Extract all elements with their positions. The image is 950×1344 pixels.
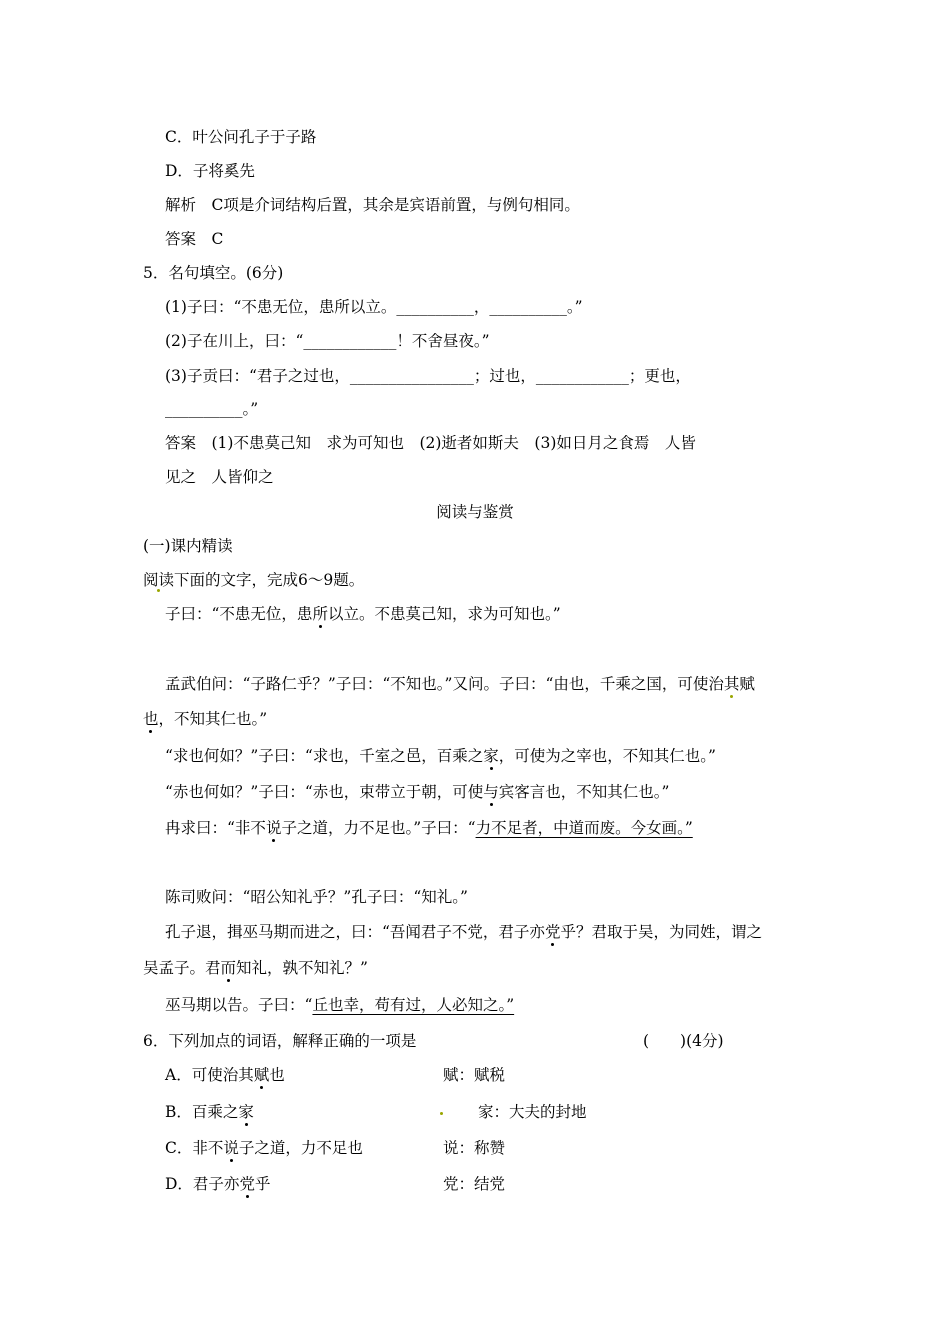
q4-option-c: C．叶公问孔子于子路 xyxy=(165,128,317,146)
q6-option-c-gloss: 说：称赞 xyxy=(443,1139,506,1157)
passage-para-2: 孟武伯问：“子路仁乎？”子曰：“不知也。”又问。子曰：“由也，千乘之国，可使治其赋 xyxy=(165,675,755,693)
passage-para-3: “求也何如？”子曰：“求也，千室之邑，百乘之家，可使为之宰也，不知其仁也。” xyxy=(165,747,716,765)
underlined-sentence: 丘也幸，苟有过，人必知之。” xyxy=(312,996,515,1014)
q5-item-2: (2)子在川上，曰：“____________！不舍昼夜。” xyxy=(165,332,490,350)
q6-option-d: D．君子亦党乎 xyxy=(165,1175,271,1193)
dotted-char: 赋 xyxy=(253,1066,270,1084)
q6-answer-paren: ( )(4分) xyxy=(643,1032,724,1050)
q6-option-c: C．非不说子之道，力不足也 xyxy=(165,1139,363,1157)
dotted-char: 党 xyxy=(544,923,561,941)
q5-answer-cont: 见之 人皆仰之 xyxy=(165,468,274,486)
passage-para-2-cont: 也，不知其仁也。” xyxy=(143,710,268,728)
q6-stem: 6．下列加点的词语，解释正确的一项是 xyxy=(143,1032,417,1050)
q4-answer: 答案 C xyxy=(165,230,224,248)
dotted-char: 与 xyxy=(483,783,499,801)
dotted-char: 家 xyxy=(483,747,499,765)
passage-para-6: 陈司败问：“昭公知礼乎？”孔子曰：“知礼。” xyxy=(165,888,468,906)
q6-option-b: B．百乘之家 xyxy=(165,1103,254,1121)
q4-analysis: 解析 C项是介词结构后置，其余是宾语前置，与例句相同。 xyxy=(165,196,580,214)
emphasis-dot xyxy=(157,589,160,592)
dotted-char: 党 xyxy=(239,1175,255,1193)
dotted-char: 家 xyxy=(238,1103,254,1121)
dotted-char: 也 xyxy=(143,710,159,728)
underlined-sentence: 力不足者，中道而废。今女画。” xyxy=(475,819,693,837)
passage-para-5: 冉求曰：“非不说子之道，力不足也。”子曰：“力不足者，中道而废。今女画。” xyxy=(165,819,693,837)
passage-para-8: 巫马期以告。子曰：“丘也幸，苟有过，人必知之。” xyxy=(165,996,515,1014)
passage-para-7-cont: 吴孟子。君而知礼，孰不知礼？” xyxy=(143,959,368,977)
q5-item-3: (3)子贡曰：“君子之过也，________________；过也，____________；更也， xyxy=(165,367,691,385)
dotted-char: 说 xyxy=(265,819,282,837)
emphasis-dot xyxy=(440,1112,443,1115)
section-subtitle: (一)课内精读 xyxy=(143,537,233,555)
dotted-char: 其 xyxy=(723,675,740,693)
dotted-char: 说 xyxy=(223,1139,239,1157)
q6-option-a-gloss: 赋：赋税 xyxy=(443,1066,506,1084)
q5-item-1: (1)子曰：“不患无位，患所以立。__________，__________。” xyxy=(165,298,583,316)
passage-para-1: 子曰：“不患无位，患所以立。不患莫己知，求为可知也。” xyxy=(165,605,561,623)
section-title: 阅读与鉴赏 xyxy=(436,503,514,521)
q6-option-b-gloss: 家：大夫的封地 xyxy=(478,1103,587,1121)
dotted-char: 所 xyxy=(312,605,328,623)
q5-answer: 答案 (1)不患莫己知 求为可知也 (2)逝者如斯夫 (3)如日月之食焉 人皆 xyxy=(165,434,696,452)
q5-title: 5．名句填空。(6分) xyxy=(143,264,284,282)
q6-option-d-gloss: 党：结党 xyxy=(443,1175,506,1193)
dotted-char: 而 xyxy=(220,959,237,977)
q5-item-3-cont: __________。” xyxy=(165,400,259,418)
q4-option-d: D．子将奚先 xyxy=(165,162,255,180)
passage-para-7: 孔子退，揖巫马期而进之，曰：“吾闻君子不党，君子亦党乎？君取于吴，为同姓，谓之 xyxy=(165,923,762,941)
q6-option-a: A．可使治其赋也 xyxy=(165,1066,285,1084)
section-instruction: 阅读下面的文字，完成6～9题。 xyxy=(143,571,365,589)
passage-para-4: “赤也何如？”子曰：“赤也，束带立于朝，可使与宾客言也，不知其仁也。” xyxy=(165,783,670,801)
